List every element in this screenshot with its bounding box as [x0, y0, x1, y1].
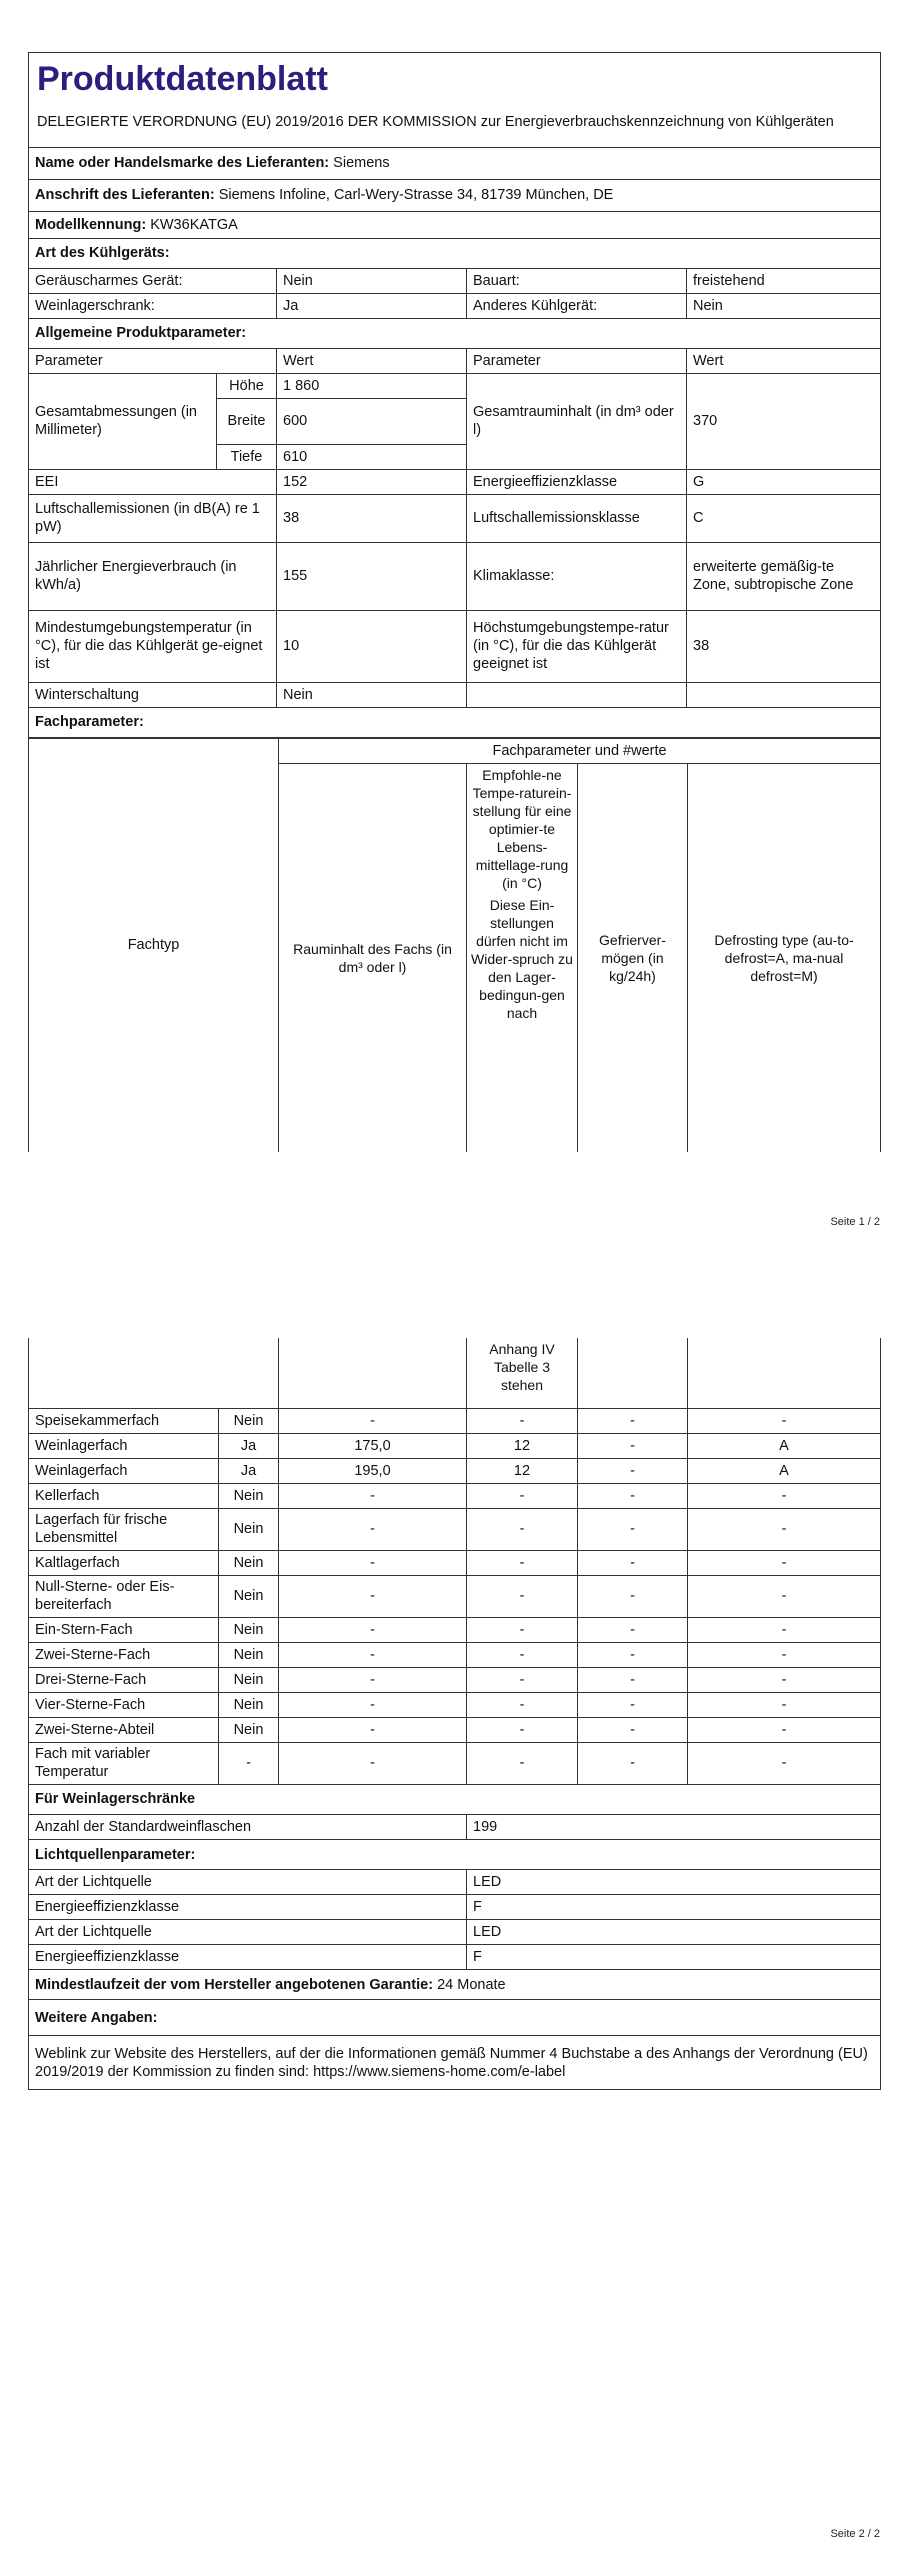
fachtyp-header: Fachtyp	[29, 738, 279, 1152]
compartment-temp: 12	[467, 1458, 578, 1483]
param-value: erweiterte gemäßig-te Zone, subtropische Zone	[687, 542, 881, 610]
compartment-temp: -	[467, 1742, 578, 1784]
compartment-volume: 175,0	[279, 1433, 467, 1458]
more-text: Weblink zur Website des Herstellers, auf der die Informationen gemäß Nummer 4 Buchstabe a des Anhangs der Verordnung (EU) 2019/2019 der Kommission zu finden sind:	[35, 2045, 868, 2080]
compartment-name: Ein-Stern-Fach	[29, 1617, 219, 1642]
compartment-freeze: -	[578, 1692, 688, 1717]
compartment-row	[29, 1717, 881, 1742]
compartment-row	[29, 1508, 881, 1550]
compartment-freeze: -	[578, 1483, 688, 1508]
compartment-name: Drei-Sterne-Fach	[29, 1667, 219, 1692]
compartment-header-table	[28, 738, 881, 1153]
page-number: Seite 1 / 2	[830, 1216, 880, 1228]
compartment-row	[29, 1575, 881, 1617]
empty-cell	[578, 1338, 688, 1408]
compartment-row	[29, 1692, 881, 1717]
compartment-table	[28, 1338, 881, 1785]
type-value: Nein	[277, 268, 467, 293]
compartment-defrost: -	[688, 1642, 881, 1667]
param-col-header: Parameter	[467, 348, 687, 373]
e-label-link[interactable]: https://www.siemens-home.com/e-label	[313, 2063, 566, 2080]
compartment-volume: -	[279, 1483, 467, 1508]
more-header: Weitere Angaben:	[29, 2000, 881, 2036]
compartment-name: Null-Sterne- oder Eis-bereiterfach	[29, 1575, 219, 1617]
compartment-name: Zwei-Sterne-Fach	[29, 1642, 219, 1667]
empty-cell	[279, 1338, 467, 1408]
compartment-temp: -	[467, 1692, 578, 1717]
compartment-freeze: -	[578, 1617, 688, 1642]
light-value: F	[467, 1895, 881, 1920]
param-label: Mindestumgebungstemperatur (in °C), für die das Kühlgerät ge-eignet ist	[29, 610, 277, 682]
empty-cell	[29, 1338, 279, 1408]
value-col-header: Wert	[687, 348, 881, 373]
param-label: Jährlicher Energieverbrauch (in kWh/a)	[29, 542, 277, 610]
title-cell	[29, 53, 881, 102]
model-value: KW36KATGA	[150, 216, 238, 233]
compartment-volume: -	[279, 1742, 467, 1784]
compartment-row	[29, 1642, 881, 1667]
param-value: 38	[687, 610, 881, 682]
compartment-temp: -	[467, 1717, 578, 1742]
more-text-row	[29, 2036, 881, 2090]
compartment-volume: 195,0	[279, 1458, 467, 1483]
supplier-value: Siemens	[333, 155, 390, 171]
compartment-present: Nein	[219, 1483, 279, 1508]
param-label: Klimaklasse:	[467, 542, 687, 610]
compartment-volume: -	[279, 1508, 467, 1550]
compartment-freeze: -	[578, 1642, 688, 1667]
fach-header: Fachparameter:	[29, 707, 881, 737]
compartment-row	[29, 1550, 881, 1575]
model-label: Modellkennung:	[35, 216, 147, 233]
light-value: F	[467, 1945, 881, 1970]
address-value: Siemens Infoline, Carl-Wery-Strasse 34, 81739 München, DE	[218, 187, 614, 203]
page-1	[28, 52, 880, 1152]
extra-info-table	[28, 1785, 881, 2091]
page-2	[28, 1338, 880, 2090]
type-label: Anderes Kühlgerät:	[467, 293, 687, 318]
compartment-row	[29, 1742, 881, 1784]
type-value: freistehend	[687, 268, 881, 293]
compartment-volume: -	[279, 1667, 467, 1692]
compartment-volume: -	[279, 1692, 467, 1717]
compartment-freeze: -	[578, 1433, 688, 1458]
compartment-defrost: -	[688, 1408, 881, 1433]
temp-col-text-3: Anhang IV Tabelle 3 stehen	[467, 1338, 578, 1408]
compartment-defrost: -	[688, 1483, 881, 1508]
bottles-value: 199	[467, 1815, 881, 1840]
compartment-volume: -	[279, 1575, 467, 1617]
dimensions-label: Gesamtabmessungen (in Millimeter)	[29, 373, 217, 469]
compartment-name: Kaltlagerfach	[29, 1550, 219, 1575]
compartment-row	[29, 1483, 881, 1508]
supplier-row	[29, 147, 881, 179]
fach-group-header: Fachparameter und #werte	[279, 738, 881, 763]
param-value: G	[687, 469, 881, 494]
temp-col-text-1: Empfohle-ne Tempe-raturein-stellung für eine optimier-te Lebens-mittellage-rung (in °C)	[472, 766, 572, 891]
param-value: 10	[277, 610, 467, 682]
compartment-defrost: -	[688, 1742, 881, 1784]
light-header: Lichtquellenparameter:	[29, 1840, 881, 1870]
compartment-defrost: -	[688, 1667, 881, 1692]
compartment-temp: -	[467, 1408, 578, 1433]
compartment-defrost: -	[688, 1508, 881, 1550]
compartment-temp: -	[467, 1642, 578, 1667]
depth-value: 610	[277, 444, 467, 469]
compartment-temp: -	[467, 1667, 578, 1692]
compartment-freeze: -	[578, 1408, 688, 1433]
compartment-name: Vier-Sterne-Fach	[29, 1692, 219, 1717]
compartment-name: Kellerfach	[29, 1483, 219, 1508]
compartment-defrost: A	[688, 1458, 881, 1483]
temp-col-header	[467, 763, 578, 1152]
empty-cell	[467, 682, 687, 707]
param-value: 155	[277, 542, 467, 610]
model-row	[29, 211, 881, 238]
depth-label: Tiefe	[217, 444, 277, 469]
defrost-col-header: Defrosting type (au-to-defrost=A, ma-nual defrost=M)	[688, 763, 881, 1152]
param-value: 38	[277, 494, 467, 542]
compartment-defrost: -	[688, 1692, 881, 1717]
compartment-freeze: -	[578, 1742, 688, 1784]
compartment-row	[29, 1408, 881, 1433]
compartment-present: Nein	[219, 1550, 279, 1575]
compartment-name: Lagerfach für frische Lebensmittel	[29, 1508, 219, 1550]
param-label: Energieeffizienzklasse	[467, 469, 687, 494]
volume-label: Gesamtrauminhalt (in dm³ oder l)	[467, 373, 687, 469]
value-col-header: Wert	[277, 348, 467, 373]
temp-col-text-2: Diese Ein-stellungen dürfen nicht im Wider-spruch zu den Lager-bedingun-gen nach	[471, 896, 573, 1021]
warranty-value: 24 Monate	[437, 1976, 506, 1993]
compartment-row	[29, 1617, 881, 1642]
compartment-temp: -	[467, 1575, 578, 1617]
supplier-label: Name oder Handelsmarke des Lieferanten:	[35, 155, 330, 171]
height-label: Höhe	[217, 373, 277, 398]
wine-header: Für Weinlagerschränke	[29, 1785, 881, 1815]
compartment-row	[29, 1667, 881, 1692]
compartment-freeze: -	[578, 1717, 688, 1742]
compartment-temp: 12	[467, 1433, 578, 1458]
compartment-volume: -	[279, 1717, 467, 1742]
compartment-volume: -	[279, 1408, 467, 1433]
param-value: 152	[277, 469, 467, 494]
compartment-rows	[29, 1408, 881, 1784]
compartment-present: Nein	[219, 1617, 279, 1642]
compartment-present: Ja	[219, 1458, 279, 1483]
type-value: Ja	[277, 293, 467, 318]
type-label: Weinlagerschrank:	[29, 293, 277, 318]
winter-value: Nein	[277, 682, 467, 707]
compartment-name: Fach mit variabler Temperatur	[29, 1742, 219, 1784]
param-label: Luftschallemissionen (in dB(A) re 1 pW)	[29, 494, 277, 542]
address-label: Anschrift des Lieferanten:	[35, 187, 215, 203]
light-value: LED	[467, 1870, 881, 1895]
compartment-present: Nein	[219, 1667, 279, 1692]
light-label: Energieeffizienzklasse	[29, 1945, 467, 1970]
volume-col-header: Rauminhalt des Fachs (in dm³ oder l)	[279, 763, 467, 1152]
width-label: Breite	[217, 398, 277, 444]
compartment-freeze: -	[578, 1458, 688, 1483]
compartment-present: Nein	[219, 1717, 279, 1742]
compartment-volume: -	[279, 1642, 467, 1667]
page-title: Produktdatenblatt	[37, 60, 328, 98]
regulation-text: DELEGIERTE VERORDNUNG (EU) 2019/2016 DER KOMMISSION zur Energieverbrauchskennzeichnung von Kühlgeräten	[29, 101, 881, 147]
product-sheet-table-page-1	[28, 52, 881, 738]
light-value: LED	[467, 1920, 881, 1945]
volume-value: 370	[687, 373, 881, 469]
compartment-volume: -	[279, 1617, 467, 1642]
empty-cell	[687, 682, 881, 707]
compartment-name: Weinlagerfach	[29, 1433, 219, 1458]
height-value: 1 860	[277, 373, 467, 398]
freeze-col-header: Gefrierver-mögen (in kg/24h)	[578, 763, 688, 1152]
compartment-present: Nein	[219, 1408, 279, 1433]
compartment-defrost: -	[688, 1575, 881, 1617]
type-header: Art des Kühlgeräts:	[29, 238, 881, 268]
compartment-present: Nein	[219, 1575, 279, 1617]
param-label: Höchstumgebungstempe-ratur (in °C), für die das Kühlgerät geeignet ist	[467, 610, 687, 682]
compartment-freeze: -	[578, 1550, 688, 1575]
compartment-freeze: -	[578, 1667, 688, 1692]
compartment-row	[29, 1433, 881, 1458]
compartment-temp: -	[467, 1483, 578, 1508]
compartment-name: Zwei-Sterne-Abteil	[29, 1717, 219, 1742]
param-label: EEI	[29, 469, 277, 494]
light-label: Art der Lichtquelle	[29, 1920, 467, 1945]
type-label: Geräuscharmes Gerät:	[29, 268, 277, 293]
compartment-temp: -	[467, 1508, 578, 1550]
general-header: Allgemeine Produktparameter:	[29, 318, 881, 348]
param-label: Luftschallemissionsklasse	[467, 494, 687, 542]
light-label: Energieeffizienzklasse	[29, 1895, 467, 1920]
compartment-defrost: -	[688, 1617, 881, 1642]
compartment-temp: -	[467, 1550, 578, 1575]
bottles-label: Anzahl der Standardweinflaschen	[29, 1815, 467, 1840]
compartment-present: Nein	[219, 1692, 279, 1717]
compartment-volume: -	[279, 1550, 467, 1575]
warranty-row	[29, 1970, 881, 2000]
warranty-label: Mindestlaufzeit der vom Hersteller angebotenen Garantie:	[35, 1976, 434, 1993]
type-value: Nein	[687, 293, 881, 318]
address-row	[29, 179, 881, 211]
compartment-freeze: -	[578, 1508, 688, 1550]
param-col-header: Parameter	[29, 348, 277, 373]
empty-cell	[688, 1338, 881, 1408]
winter-label: Winterschaltung	[29, 682, 277, 707]
compartment-freeze: -	[578, 1575, 688, 1617]
compartment-present: -	[219, 1742, 279, 1784]
compartment-name: Speisekammerfach	[29, 1408, 219, 1433]
compartment-present: Ja	[219, 1433, 279, 1458]
compartment-name: Weinlagerfach	[29, 1458, 219, 1483]
compartment-present: Nein	[219, 1642, 279, 1667]
compartment-defrost: A	[688, 1433, 881, 1458]
param-value: C	[687, 494, 881, 542]
compartment-present: Nein	[219, 1508, 279, 1550]
compartment-defrost: -	[688, 1717, 881, 1742]
width-value: 600	[277, 398, 467, 444]
page-number: Seite 2 / 2	[830, 2528, 880, 2540]
light-label: Art der Lichtquelle	[29, 1870, 467, 1895]
compartment-defrost: -	[688, 1550, 881, 1575]
type-label: Bauart:	[467, 268, 687, 293]
compartment-temp: -	[467, 1617, 578, 1642]
compartment-row	[29, 1458, 881, 1483]
